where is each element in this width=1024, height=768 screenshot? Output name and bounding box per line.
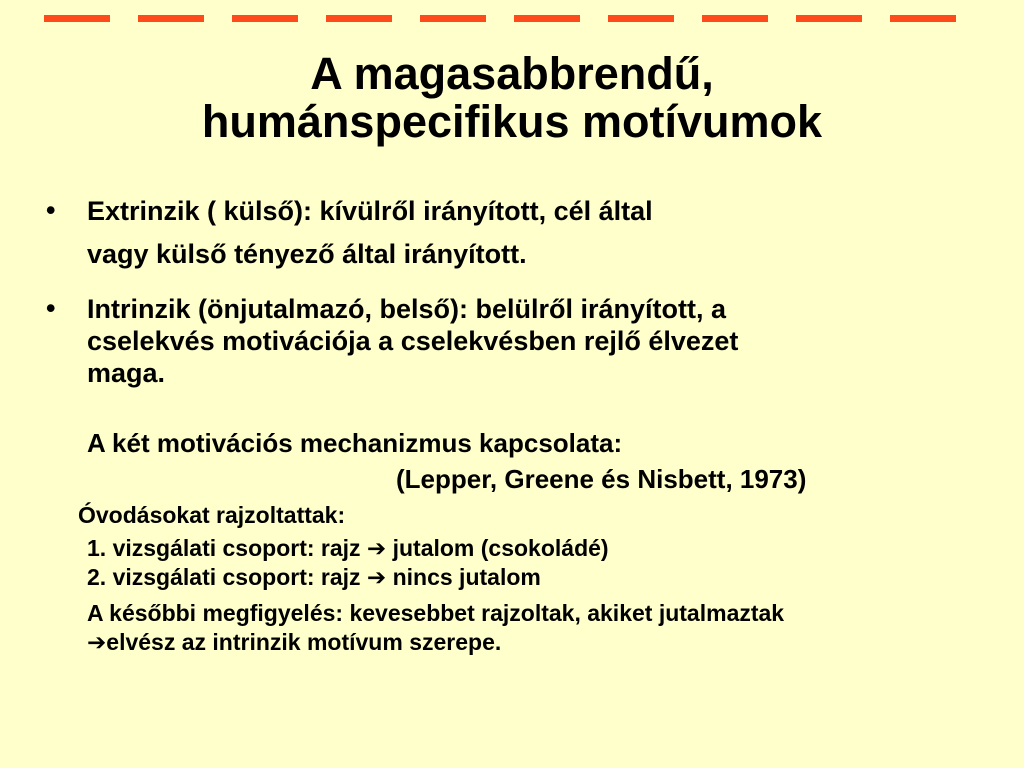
slide-title-line-2: humánspecifikus motívumok — [201, 96, 823, 147]
bullet-intrinsic-line-2: cselekvés motivációja a cselekvésben rejlő élvezet — [87, 326, 739, 356]
dash-segment — [514, 15, 580, 22]
group-2-line — [87, 564, 541, 591]
citation: (Lepper, Greene és Nisbett, 1973) — [396, 464, 807, 494]
right-arrow-icon: ➔ — [366, 565, 387, 591]
dash-segment — [702, 15, 768, 22]
right-arrow-icon: ➔ — [87, 630, 107, 656]
kindergarten-line: Óvodásokat rajzoltattak: — [78, 502, 346, 528]
dash-segment — [232, 15, 298, 22]
dash-segment — [890, 15, 956, 22]
mechanism-heading: A két motivációs mechanizmus kapcsolata: — [87, 428, 623, 458]
group-1-result: jutalom (csokoládé) — [392, 535, 609, 561]
right-arrow-icon: ➔ — [366, 536, 387, 562]
dash-segment — [796, 15, 862, 22]
dash-segment — [326, 15, 392, 22]
bullet-marker: • — [46, 195, 56, 225]
slide-title — [0, 50, 1024, 146]
bullet-intrinsic-line-3: maga. — [87, 358, 166, 388]
bullet-extrinsic-line-1: Extrinzik ( külső): kívülről irányított, cél által — [87, 196, 653, 226]
bullet-intrinsic-line-1: Intrinzik (önjutalmazó, belső): belülről irányított, a — [87, 294, 727, 324]
bullet-extrinsic-line-2: vagy külső tényező által irányított. — [87, 239, 527, 269]
observation-line-2 — [87, 629, 501, 656]
top-dashed-line — [44, 15, 960, 22]
observation-line-1: A későbbi megfigyelés: kevesebbet rajzoltak, akiket jutalmaztak — [87, 600, 785, 626]
dash-segment — [420, 15, 486, 22]
observation-conclusion: elvész az intrinzik motívum szerepe. — [106, 629, 502, 655]
bullet-marker: • — [46, 293, 56, 323]
slide-title-line-1: A magasabbrendű, — [310, 48, 714, 99]
dash-segment — [44, 15, 110, 22]
group-1-text: 1. vizsgálati csoport: rajz — [87, 535, 361, 561]
group-1-line — [87, 535, 609, 562]
dash-segment — [138, 15, 204, 22]
group-2-result: nincs jutalom — [392, 564, 541, 590]
group-2-text: 2. vizsgálati csoport: rajz — [87, 564, 361, 590]
dash-segment — [608, 15, 674, 22]
